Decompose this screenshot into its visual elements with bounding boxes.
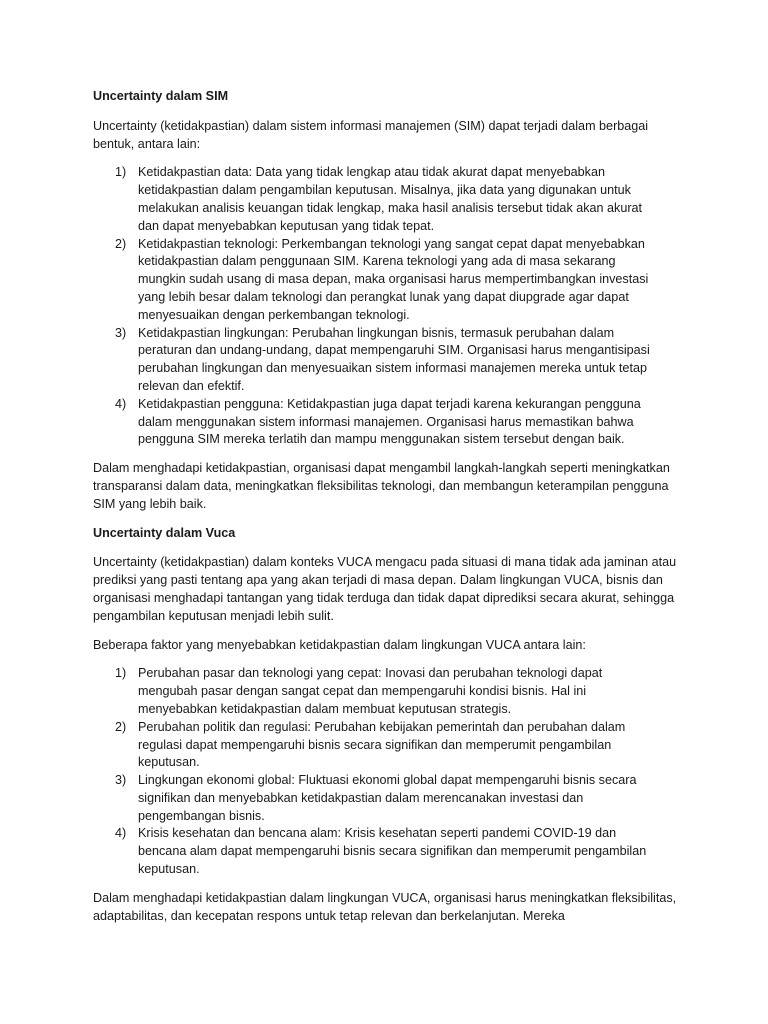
list-item-text: Ketidakpastian teknologi: Perkembangan teknologi yang sangat cepat dapat menyebabkan ketidakpastian dalam penggunaan SIM. Karena teknologi yang ada di masa sekarang mungkin sudah usang di masa depan, maka organisasi harus mempertimbangkan investasi yang lebih besar dalam teknologi dan perangkat lunak yang dapat diupgrade agar dapat menyesuaikan dengan perkembangan teknologi. xyxy=(138,236,649,322)
section-intro-vuca: Uncertainty (ketidakpastian) dalam konteks VUCA mengacu pada situasi di mana tidak ada jaminan atau prediksi yang pasti tentang apa yang akan terjadi di masa depan. Dalam lingkungan VUCA, bisnis dan organisasi menghadapi tantangan yang tidak terduga dan tidak dapat diprediksi secara akurat, sehingga pengambilan keputusan menjadi lebih sulit. xyxy=(93,555,677,623)
section-closing-vuca: Dalam menghadapi ketidakpastian dalam lingkungan VUCA, organisasi harus meningkatkan fleksibilitas, adaptabilitas, dan kecepatan respons untuk tetap relevan dan berkelanjutan. Mereka xyxy=(93,890,677,923)
list-item-number: 2) xyxy=(115,236,127,251)
section-closing-sim: Dalam menghadapi ketidakpastian, organisasi dapat mengambil langkah-langkah seperti meningkatkan transparansi dalam data, meningkatkan fleksibilitas teknologi, dan membangun keterampilan pengguna SIM yang lebih baik. xyxy=(93,461,670,511)
numbered-list-sim xyxy=(93,164,683,449)
list-item xyxy=(93,236,683,325)
section-heading-vuca: Uncertainty dalam Vuca xyxy=(93,525,236,540)
list-item-text: Ketidakpastian lingkungan: Perubahan lingkungan bisnis, termasuk perubahan dalam peraturan dan undang-undang, dapat mempengaruhi SIM. Organisasi harus mengantisipasi perubahan lingkungan dan menyesuaikan sistem informasi manajemen mereka untuk tetap relevan dan efektif. xyxy=(138,325,650,393)
list-item-number: 4) xyxy=(115,826,127,841)
section-heading-sim: Uncertainty dalam SIM xyxy=(93,89,229,103)
list-item-text: Ketidakpastian pengguna: Ketidakpastian juga dapat terjadi karena kekurangan pengguna dalam menggunakan sistem informasi manajemen. Organisasi harus memastikan bahwa pengguna SIM mereka terlatih dan mampu menggunakan sistem tersebut dengan baik. xyxy=(138,396,641,447)
list-item-number: 3) xyxy=(115,773,127,788)
list-item xyxy=(93,719,683,772)
section-lead-vuca: Beberapa faktor yang menyebabkan ketidakpastian dalam lingkungan VUCA antara lain: xyxy=(93,637,586,652)
list-item-text: Ketidakpastian data: Data yang tidak lengkap atau tidak akurat dapat menyebabkan ketidakpastian dalam pengambilan keputusan. Misalnya, jika data yang digunakan untuk melakukan analisis keuangan tidak lengkap, maka hasil analisis tersebut tidak akan akurat dan dapat menyebabkan keputusan yang tidak tepat. xyxy=(138,165,643,233)
list-item-text: Perubahan politik dan regulasi: Perubahan kebijakan pemerintah dan perubahan dalam regulasi dapat mempengaruhi bisnis secara signifikan dan memperumit pengambilan keputusan. xyxy=(138,719,626,770)
numbered-list-vuca xyxy=(93,665,683,879)
list-item xyxy=(93,164,683,235)
list-item-text: Krisis kesehatan dan bencana alam: Krisis kesehatan seperti pandemi COVID-19 dan bencana alam dapat mempengaruhi bisnis secara signifikan dan memperumit pengambilan keputusan. xyxy=(138,826,647,877)
list-item-number: 1) xyxy=(115,165,127,180)
list-item xyxy=(93,396,683,449)
list-item xyxy=(93,325,683,396)
document-page xyxy=(93,88,683,936)
list-item xyxy=(93,665,683,718)
list-item-number: 4) xyxy=(115,396,127,411)
list-item-text: Lingkungan ekonomi global: Fluktuasi ekonomi global dapat mempengaruhi bisnis secara signifikan dan menyebabkan ketidakpastian dalam merencanakan investasi dan pengembangan bisnis. xyxy=(138,773,637,823)
list-item-number: 2) xyxy=(115,719,127,734)
list-item xyxy=(93,825,683,878)
list-item-number: 3) xyxy=(115,325,127,340)
list-item-text: Perubahan pasar dan teknologi yang cepat: Inovasi dan perubahan teknologi dapat mengubah pasar dengan sangat cepat dan mempengaruhi kondisi bisnis. Hal ini menyebabkan ketidakpastian dalam membuat keputusan strategis. xyxy=(138,666,603,716)
list-item-number: 1) xyxy=(115,666,127,681)
list-item xyxy=(93,772,683,825)
section-intro-sim: Uncertainty (ketidakpastian) dalam sistem informasi manajemen (SIM) dapat terjadi dalam berbagai bentuk, antara lain: xyxy=(93,118,649,151)
